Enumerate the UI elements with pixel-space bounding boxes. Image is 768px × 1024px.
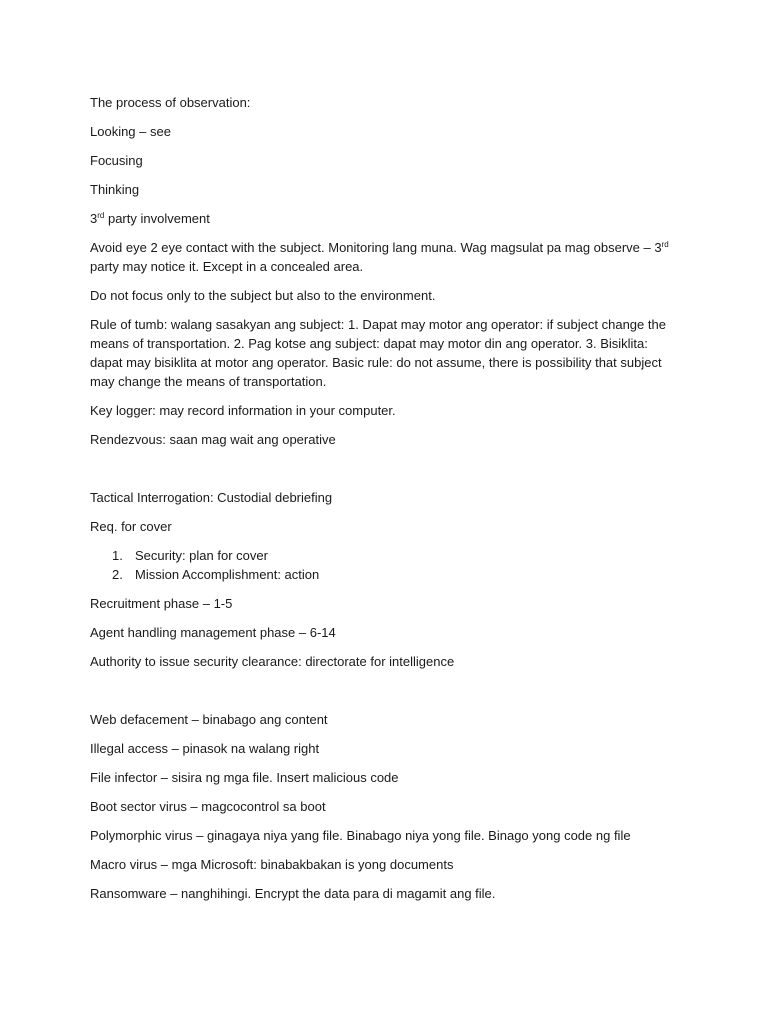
list-number: 2. (112, 567, 123, 582)
observation-heading: The process of observation: (90, 95, 251, 110)
avoid-eye-sup: rd (661, 240, 669, 249)
avoid-eye-part1: Avoid eye 2 eye contact with the subject. Monitoring lang muna. Wag magsulat pa mag observe – 3 (90, 240, 662, 255)
section-gap (90, 459, 680, 488)
boot-sector-line: Boot sector virus – magcocontrol sa boot (90, 799, 326, 814)
key-logger-line: Key logger: may record information in your computer. (90, 403, 396, 418)
list-text: Security: plan for cover (135, 548, 268, 563)
illegal-access-line: Illegal access – pinasok na walang right (90, 741, 320, 756)
macro-virus-line: Macro virus – mga Microsoft: binabakbakan is yong documents (90, 857, 454, 872)
third-party-sup: rd (97, 211, 105, 220)
avoid-eye-contact-paragraph (90, 238, 680, 276)
thinking-line: Thinking (90, 182, 140, 197)
recruitment-phase-line: Recruitment phase – 1-5 (90, 596, 233, 611)
list-item (90, 546, 680, 565)
third-party-num: 3 (90, 211, 98, 226)
ransomware-line: Ransomware – nanghihingi. Encrypt the data para di magamit ang file. (90, 886, 496, 901)
list-text: Mission Accomplishment: action (135, 567, 320, 582)
list-number: 1. (112, 548, 123, 563)
agent-handling-line: Agent handling management phase – 6-14 (90, 625, 336, 640)
section-gap (90, 681, 680, 710)
focusing-line: Focusing (90, 153, 143, 168)
third-party-rest: party involvement (104, 211, 210, 226)
tactical-interrogation-line: Tactical Interrogation: Custodial debriefing (90, 490, 333, 505)
document-body (90, 93, 680, 913)
focus-environment-line: Do not focus only to the subject but also to the environment. (90, 288, 436, 303)
rendezvous-line: Rendezvous: saan mag wait ang operative (90, 432, 336, 447)
file-infector-line: File infector – sisira ng mga file. Insert malicious code (90, 770, 399, 785)
authority-line: Authority to issue security clearance: directorate for intelligence (90, 654, 455, 669)
third-party-line (90, 209, 680, 228)
cover-requirements-list (90, 546, 680, 584)
req-cover-line: Req. for cover (90, 519, 172, 534)
looking-line: Looking – see (90, 124, 171, 139)
list-item (90, 565, 680, 584)
web-defacement-line: Web defacement – binabago ang content (90, 712, 328, 727)
avoid-eye-part2: party may notice it. Except in a concealed area. (90, 259, 364, 274)
polymorphic-line: Polymorphic virus – ginagaya niya yang file. Binabago niya yong file. Binago yong code ng file (90, 828, 631, 843)
rule-of-thumb-paragraph: Rule of tumb: walang sasakyan ang subject: 1. Dapat may motor ang operator: if subject change the means of transportation. 2. Pag kotse ang subject: dapat may motor din ang operator. 3. Bisiklita: dapat may bisiklita at motor ang operator. Basic rule: do not assume, there is possibility that subject may change the means of transportation. (90, 317, 666, 389)
